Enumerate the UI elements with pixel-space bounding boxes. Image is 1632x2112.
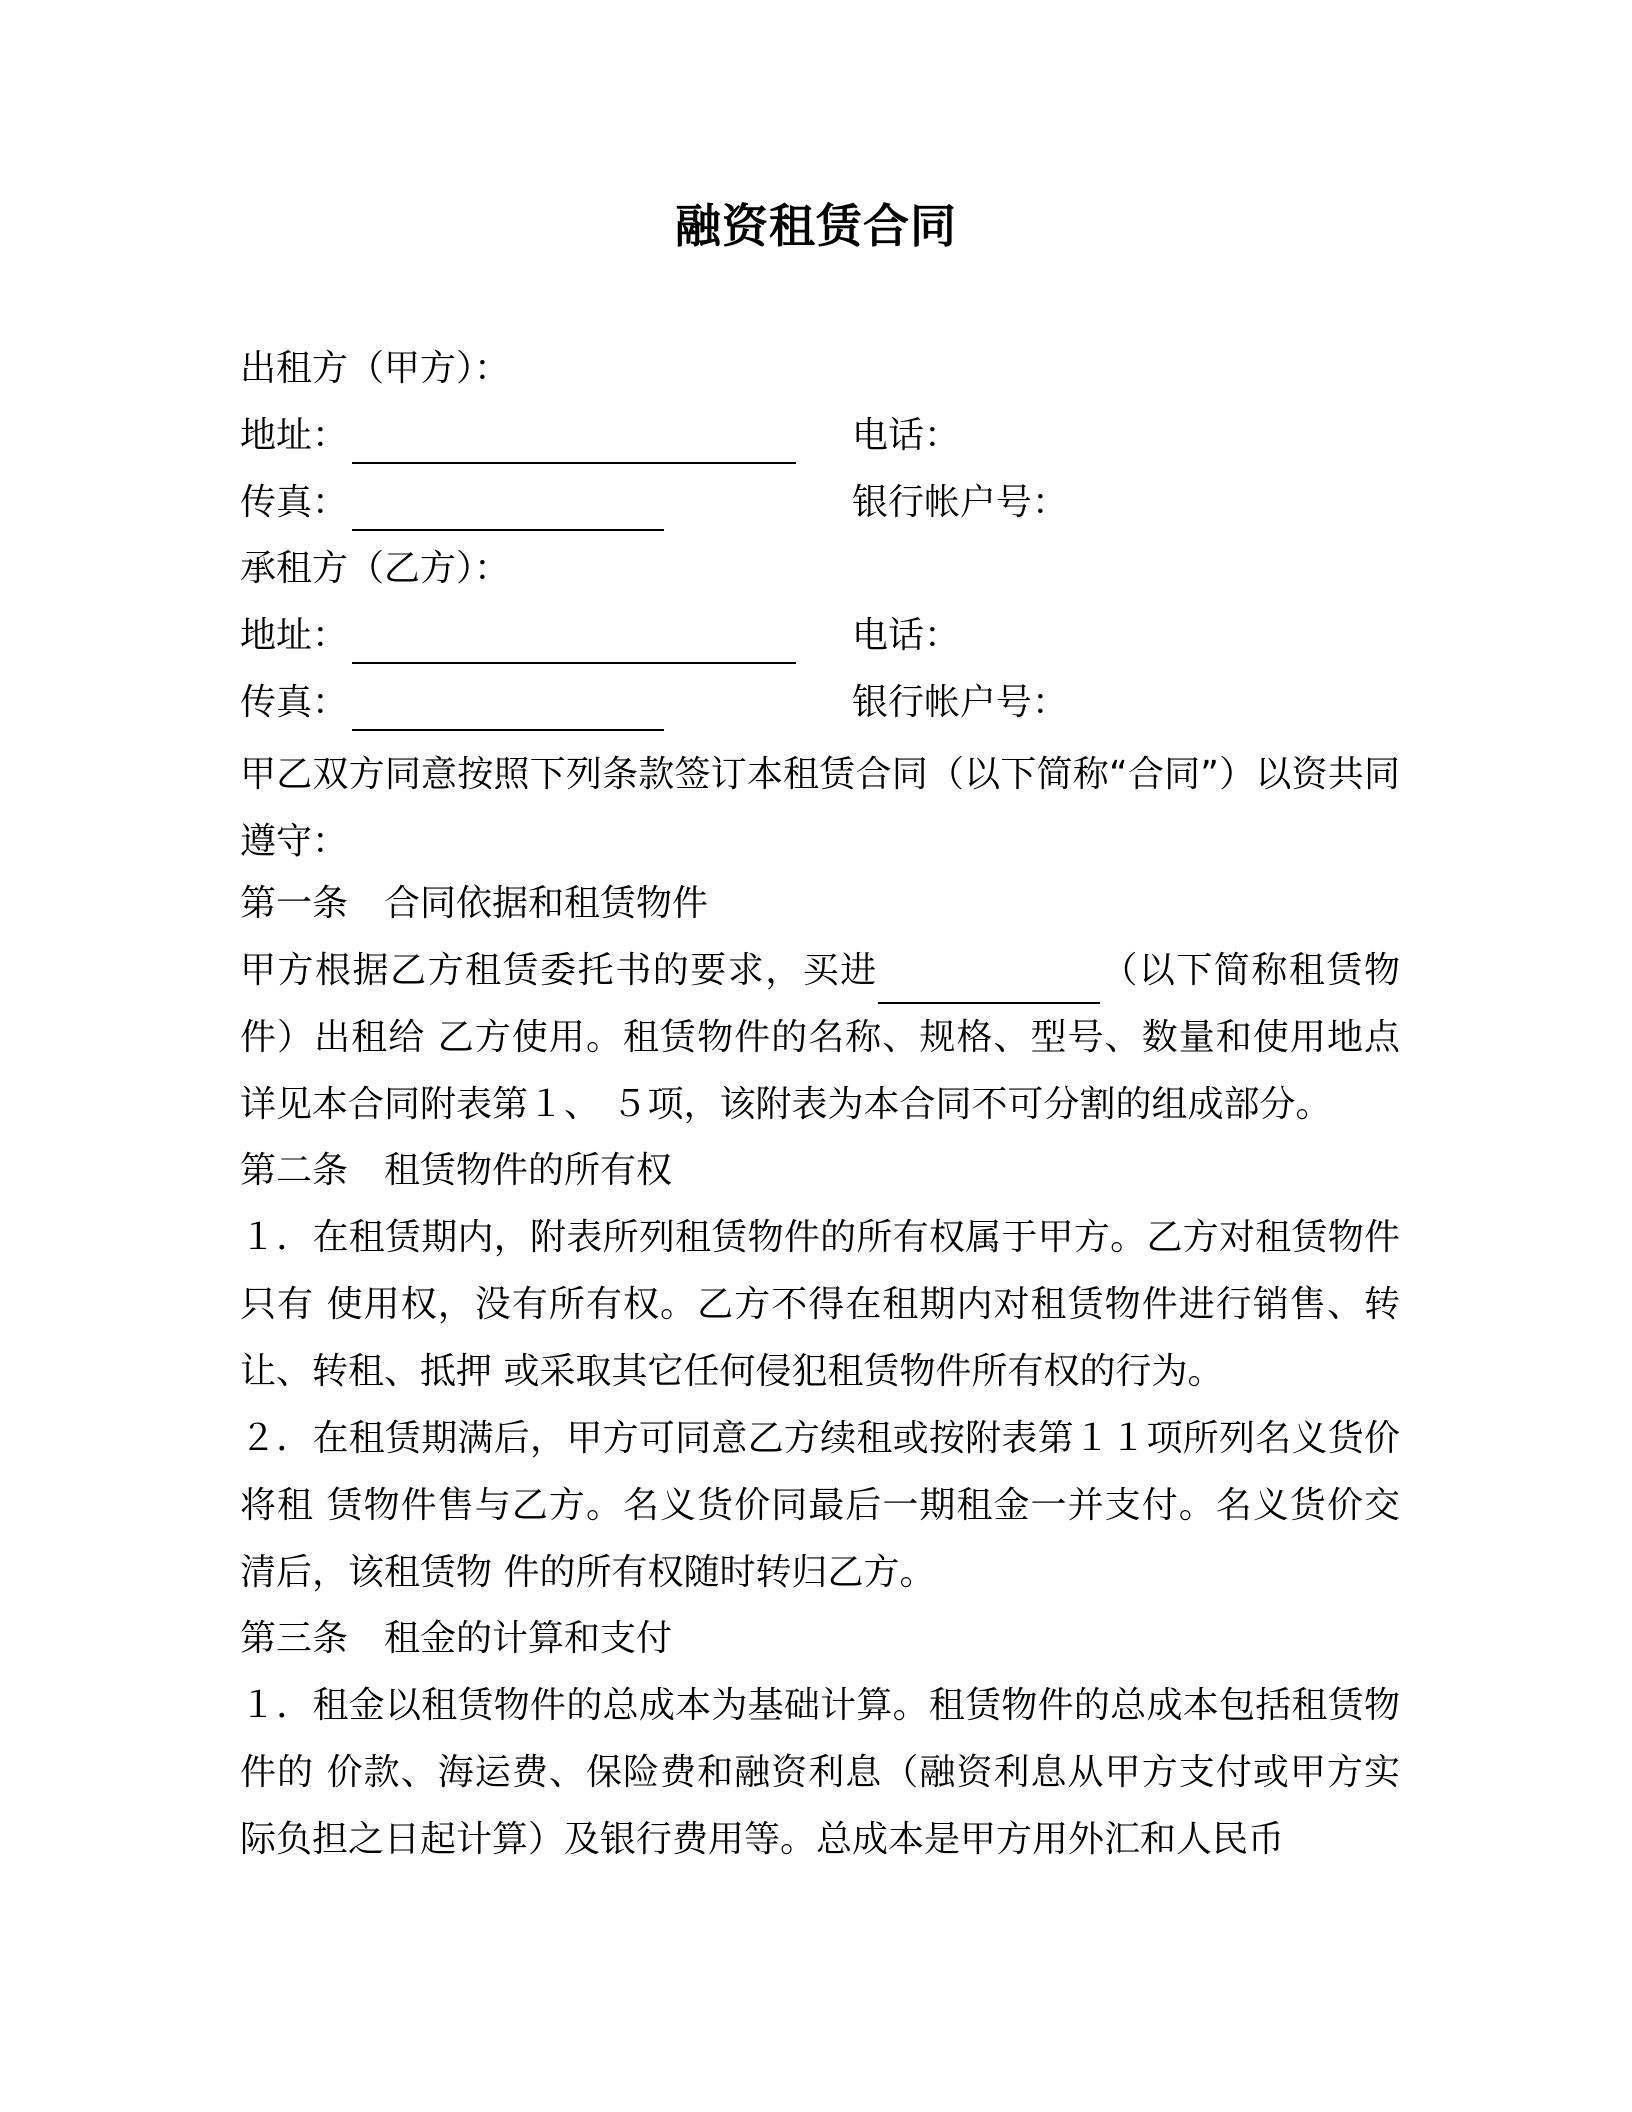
- article-2-heading: 第二条 租赁物件的所有权: [240, 1150, 673, 1191]
- article-1-item-blank: [878, 964, 1100, 1004]
- party-b-fax-blank: [352, 729, 664, 731]
- party-b-address-label: 地址：: [240, 615, 349, 656]
- article-2-paragraph-1: １．在租赁期内，附表所列租赁物件的所有权属于甲方。乙方对租赁物件只有 使用权，没有所有权。乙方不得在租期内对租赁物件进行销售、转让、转租、抵押 或采取其它任何侵犯租赁物件所有权的行为。: [240, 1217, 1400, 1392]
- party-a-address-label: 地址：: [240, 415, 349, 456]
- article-1-heading: 第一条 合同依据和租赁物件: [240, 883, 709, 924]
- intro-paragraph: 甲乙双方同意按照下列条款签订本租赁合同（以下简称“合同”）以资共同遵守：: [240, 754, 1400, 862]
- party-a-address-blank: [352, 462, 796, 464]
- party-b-phone-label: 电话：: [852, 615, 961, 656]
- article-1-text-before: 甲方根据乙方租赁委托书的要求，买进: [240, 950, 878, 991]
- party-b-fax-label: 传真：: [240, 682, 349, 723]
- party-b-address-blank: [352, 662, 796, 664]
- party-a-header: 出租方（甲方）：: [240, 348, 511, 389]
- article-2-paragraph-2: ２．在租赁期满后，甲方可同意乙方续租或按附表第１１项所列名义货价将租 赁物件售与乙方。名义货价同最后一期租金一并支付。名义货价交清后，该租赁物 件的所有权随时转归乙方。: [240, 1418, 1400, 1593]
- article-1-text-after: （以下简称租赁物件）出租给 乙方使用。租赁物件的名称、规格、型号、数量和使用地点详见本合同附表第１、 ５项，该附表为本合同不可分割的组成部分。: [240, 950, 1400, 1125]
- party-b-header: 承租方（乙方）：: [240, 548, 511, 589]
- party-a-fax-blank: [352, 529, 664, 531]
- document-title: 融资租赁合同: [675, 199, 957, 253]
- party-a-phone-label: 电话：: [852, 415, 961, 456]
- party-b-bank-label: 银行帐户号：: [852, 682, 1069, 723]
- article-1-paragraph: [240, 937, 1400, 1138]
- article-3-heading: 第三条 租金的计算和支付: [240, 1618, 673, 1659]
- party-a-fax-label: 传真：: [240, 482, 349, 523]
- article-3-paragraph-1: １．租金以租赁物件的总成本为基础计算。租赁物件的总成本包括租赁物件的 价款、海运费、保险费和融资利息（融资利息从甲方支付或甲方实际负担之日起计算）及银行费用等。总成本是甲方用外汇和人民币: [240, 1685, 1400, 1860]
- party-a-bank-label: 银行帐户号：: [852, 482, 1069, 523]
